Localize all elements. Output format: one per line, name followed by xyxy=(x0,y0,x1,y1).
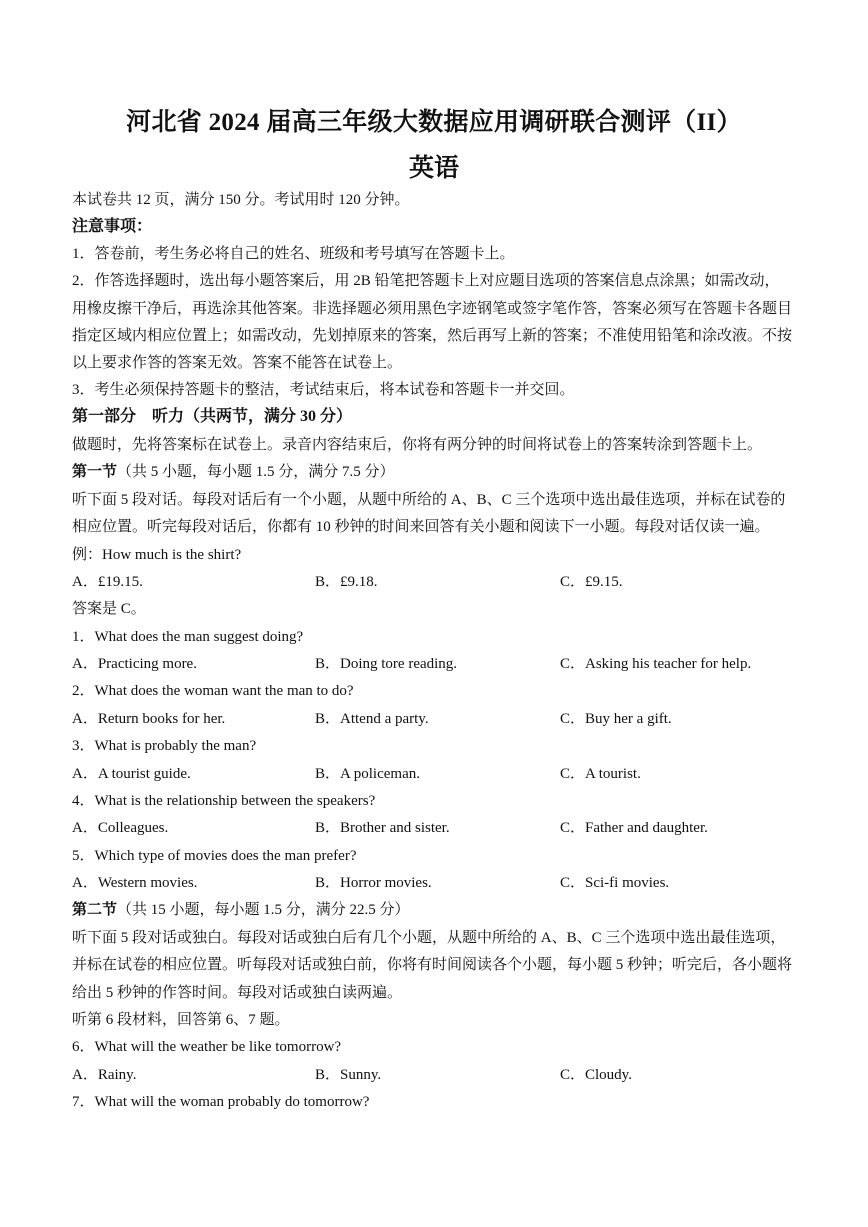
section2-instruction: 给出 5 秒钟的作答时间。每段对话或独白读两遍。 xyxy=(72,985,403,1001)
q3-option-b: B．A policeman. xyxy=(315,766,420,782)
question-1: 1．What does the man suggest doing? xyxy=(72,629,304,645)
intro-text: 本试卷共 12 页，满分 150 分。考试用时 120 分钟。 xyxy=(72,192,410,208)
q6-option-a: A．Rainy. xyxy=(72,1067,137,1083)
section2-instruction: 听下面 5 段对话或独白。每段对话或独白后有几个小题，从题中所给的 A、B、C 三个选项中选出最佳选项， xyxy=(72,930,786,946)
example-question: 例：How much is the shirt? xyxy=(72,547,242,563)
example-answer: 答案是 C。 xyxy=(72,601,146,617)
notice-item: 指定区域内相应位置上；如需改动，先划掉原来的答案，然后再写上新的答案；不准使用铅笔和涂改液。不按 xyxy=(72,328,793,344)
section2-heading-rest: （共 15 小题，每小题 1.5 分，满分 22.5 分） xyxy=(117,902,410,918)
q5-option-c: C．Sci-fi movies. xyxy=(560,875,670,891)
section1-instruction: 听下面 5 段对话。每段对话后有一个小题，从题中所给的 A、B、C 三个选项中选出最佳选项，并标在试卷的 xyxy=(72,492,786,508)
notice-heading: 注意事项： xyxy=(72,218,153,235)
q2-option-c: C．Buy her a gift. xyxy=(560,711,672,727)
q5-option-a: A．Western movies. xyxy=(72,875,198,891)
q3-option-c: C．A tourist. xyxy=(560,766,641,782)
part1-heading: 第一部分 听力（共两节，满分 30 分） xyxy=(72,408,353,425)
q3-option-a: A．A tourist guide. xyxy=(72,766,191,782)
q6-option-c: C．Cloudy. xyxy=(560,1067,632,1083)
notice-item: 以上要求作答的答案无效。答案不能答在试卷上。 xyxy=(72,355,403,371)
notice-item: 3．考生必须保持答题卡的整洁，考试结束后，将本试卷和答题卡一并交回。 xyxy=(72,382,575,398)
q1-option-c: C．Asking his teacher for help. xyxy=(560,656,752,672)
q4-option-a: A．Colleagues. xyxy=(72,820,169,836)
q1-option-a: A．Practicing more. xyxy=(72,656,197,672)
exam-title: 河北省 2024 届高三年级大数据应用调研联合测评（II） xyxy=(126,109,742,136)
notice-item: 用橡皮擦干净后，再选涂其他答案。非选择题必须用黑色字迹钢笔或签字笔作答，答案必须写在答题卡各题目 xyxy=(72,301,793,317)
q5-option-b: B．Horror movies. xyxy=(315,875,432,891)
section2-heading xyxy=(72,900,812,920)
q4-option-c: C．Father and daughter. xyxy=(560,820,708,836)
q1-option-b: B．Doing tore reading. xyxy=(315,656,458,672)
subject-title: 英语 xyxy=(408,155,459,182)
section1-heading xyxy=(72,462,812,482)
question-6: 6．What will the weather be like tomorrow? xyxy=(72,1039,342,1055)
question-4: 4．What is the relationship between the speakers? xyxy=(72,793,376,809)
question-7: 7．What will the woman probably do tomorrow? xyxy=(72,1094,370,1110)
q2-option-b: B．Attend a party. xyxy=(315,711,429,727)
section2-instruction: 并标在试卷的相应位置。听每段对话或独白前，你将有时间阅读各个小题，每小题 5 秒钟；听完后，各小题将 xyxy=(72,957,793,973)
question-3: 3．What is probably the man? xyxy=(72,738,257,754)
question-5: 5．Which type of movies does the man prefer? xyxy=(72,848,357,864)
question-2: 2．What does the woman want the man to do? xyxy=(72,683,354,699)
q2-option-a: A．Return books for her. xyxy=(72,711,226,727)
example-option-a: A．£19.15. xyxy=(72,574,143,590)
section1-heading-rest: （共 5 小题，每小题 1.5 分，满分 7.5 分） xyxy=(117,464,395,480)
section1-instruction: 相应位置。听完每段对话后，你都有 10 秒钟的时间来回答有关小题和阅读下一小题。每段对话仅读一遍。 xyxy=(72,519,770,535)
example-option-c: C．£9.15. xyxy=(560,574,623,590)
part1-instruction: 做题时，先将答案标在试卷上。录音内容结束后，你将有两分钟的时间将试卷上的答案转涂到答题卡上。 xyxy=(72,437,763,453)
material-6-label: 听第 6 段材料，回答第 6、7 题。 xyxy=(72,1012,290,1028)
q4-option-b: B．Brother and sister. xyxy=(315,820,450,836)
notice-item: 2．作答选择题时，选出每小题答案后，用 2B 铅笔把答题卡上对应题目选项的答案信息点涂黑；如需改动， xyxy=(72,273,780,289)
q6-option-b: B．Sunny. xyxy=(315,1067,382,1083)
section2-heading-bold: 第二节 xyxy=(72,902,118,918)
section1-heading-bold: 第一节 xyxy=(72,464,118,480)
notice-item: 1．答卷前，考生务必将自己的姓名、班级和考号填写在答题卡上。 xyxy=(72,246,515,262)
example-option-b: B．£9.18. xyxy=(315,574,378,590)
